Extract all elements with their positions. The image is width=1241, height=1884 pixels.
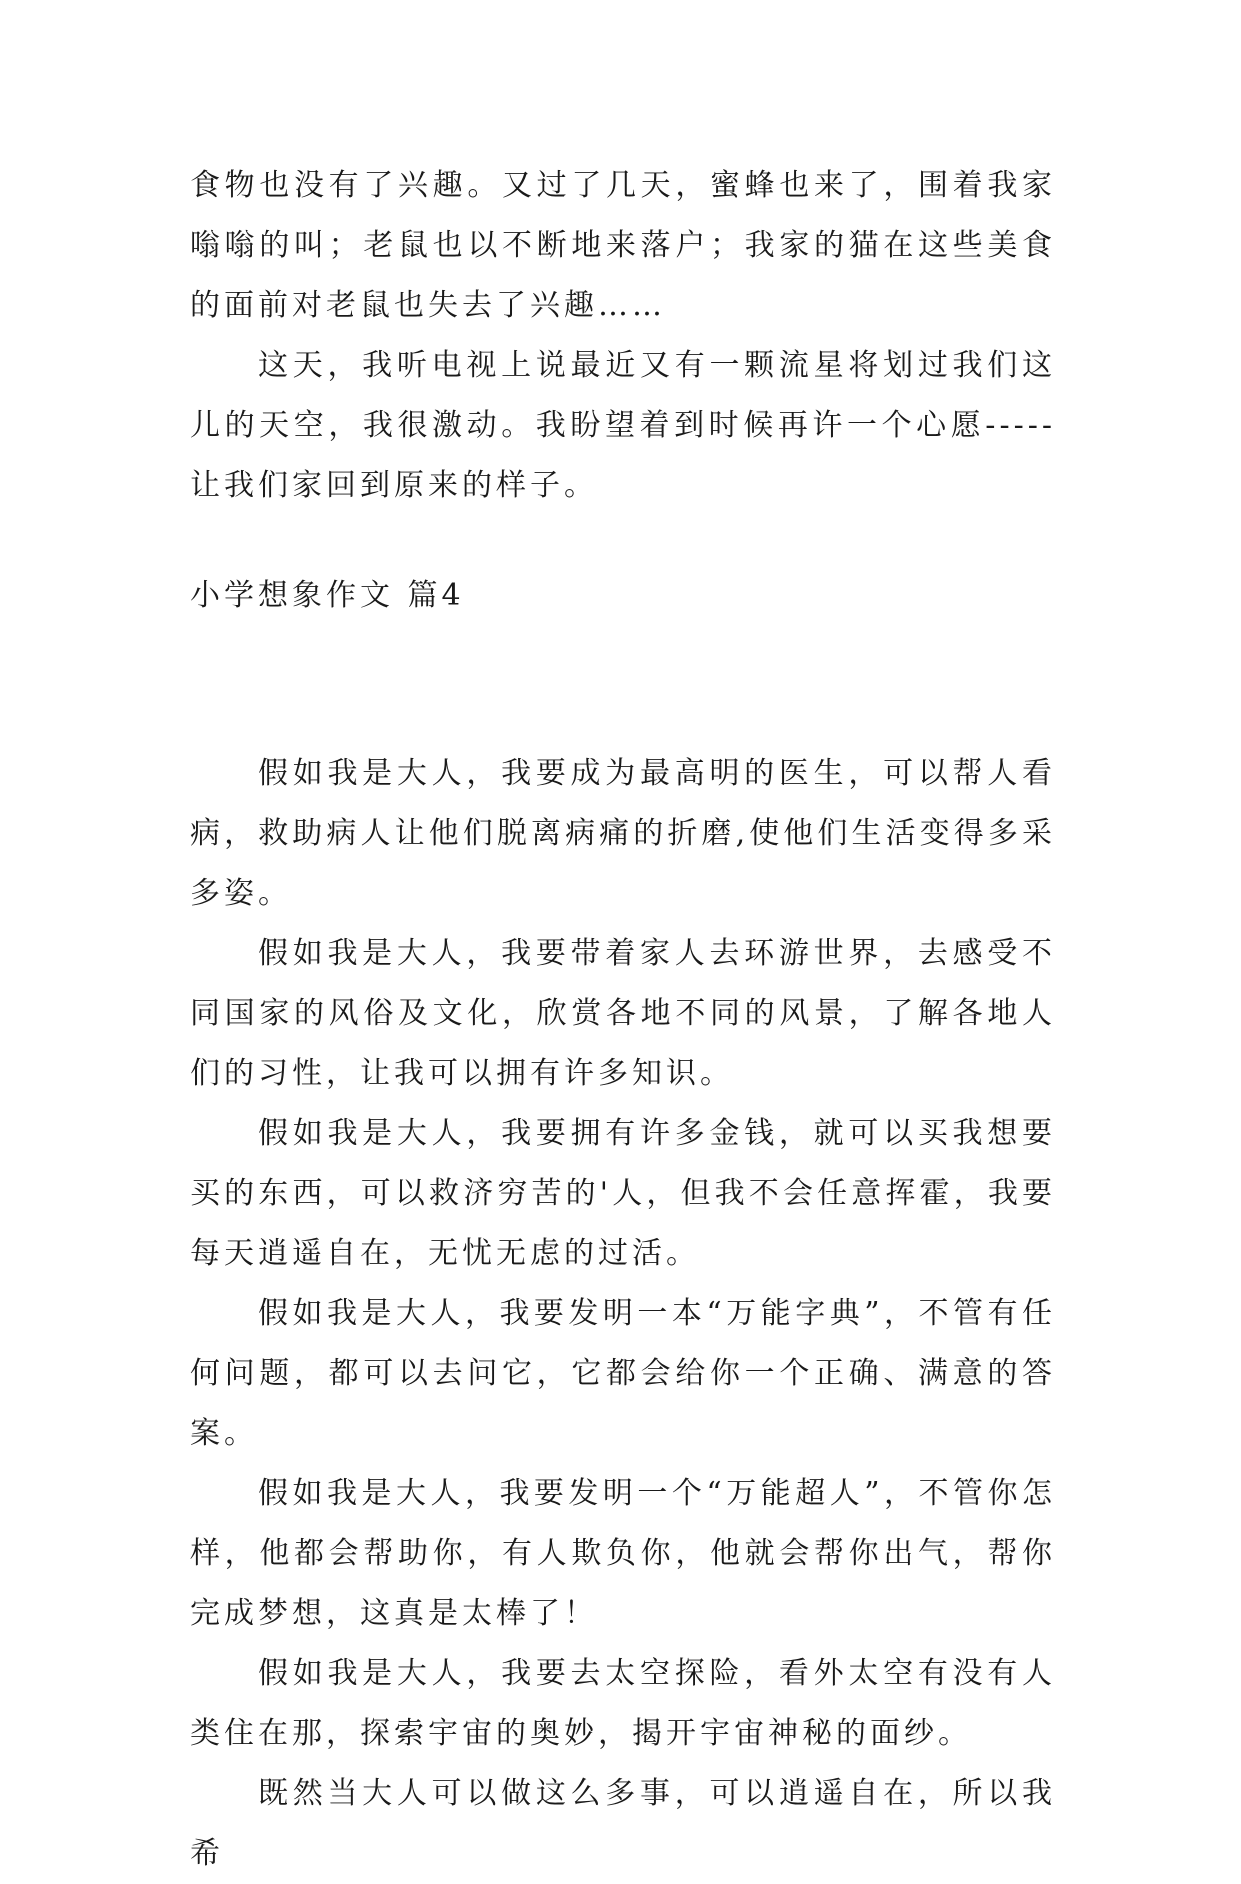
paragraph: 假如我是大人，我要带着家人去环游世界，去感受不同国家的风俗及文化，欣赏各地不同的风景，了解各地人们的习性，让我可以拥有许多知识。 xyxy=(190,936,1056,1091)
paragraph: 假如我是大人，我要发明一本“万能字典”，不管有任何问题，都可以去问它，它都会给你一个正确、满意的答案。 xyxy=(190,1296,1056,1451)
section-heading xyxy=(190,566,1056,626)
paragraph: 假如我是大人，我要去太空探险，看外太空有没有人类住在那，探索宇宙的奥妙，揭开宇宙神秘的面纱。 xyxy=(190,1656,1056,1751)
paragraph: 食物也没有了兴趣。又过了几天，蜜蜂也来了，围着我家嗡嗡的叫；老鼠也以不断地来落户；我家的猫在这些美食的面前对老鼠也失去了兴趣…… xyxy=(190,168,1056,323)
paragraph: 假如我是大人，我要成为最高明的医生，可以帮人看病，救助病人让他们脱离病痛的折磨,使他们生活变得多采多姿。 xyxy=(190,756,1056,911)
section-title: 小学想象作文 篇4 xyxy=(190,578,465,613)
paragraph: 假如我是大人，我要发明一个“万能超人”，不管你怎样，他都会帮助你，有人欺负你，他就会帮你出气，帮你完成梦想，这真是太棒了！ xyxy=(190,1476,1056,1631)
paragraph: 既然当大人可以做这么多事，可以逍遥自在，所以我希 xyxy=(190,1776,1056,1871)
paragraph: 这天，我听电视上说最近又有一颗流星将划过我们这儿的天空，我很激动。我盼望着到时候再许一个心愿-----让我们家回到原来的样子。 xyxy=(190,348,1056,503)
paragraph: 假如我是大人，我要拥有许多金钱，就可以买我想要买的东西，可以救济穷苦的'人，但我不会任意挥霍，我要每天逍遥自在，无忧无虑的过活。 xyxy=(190,1116,1056,1271)
section-body xyxy=(190,744,1056,1884)
top-text-block xyxy=(190,156,1056,516)
